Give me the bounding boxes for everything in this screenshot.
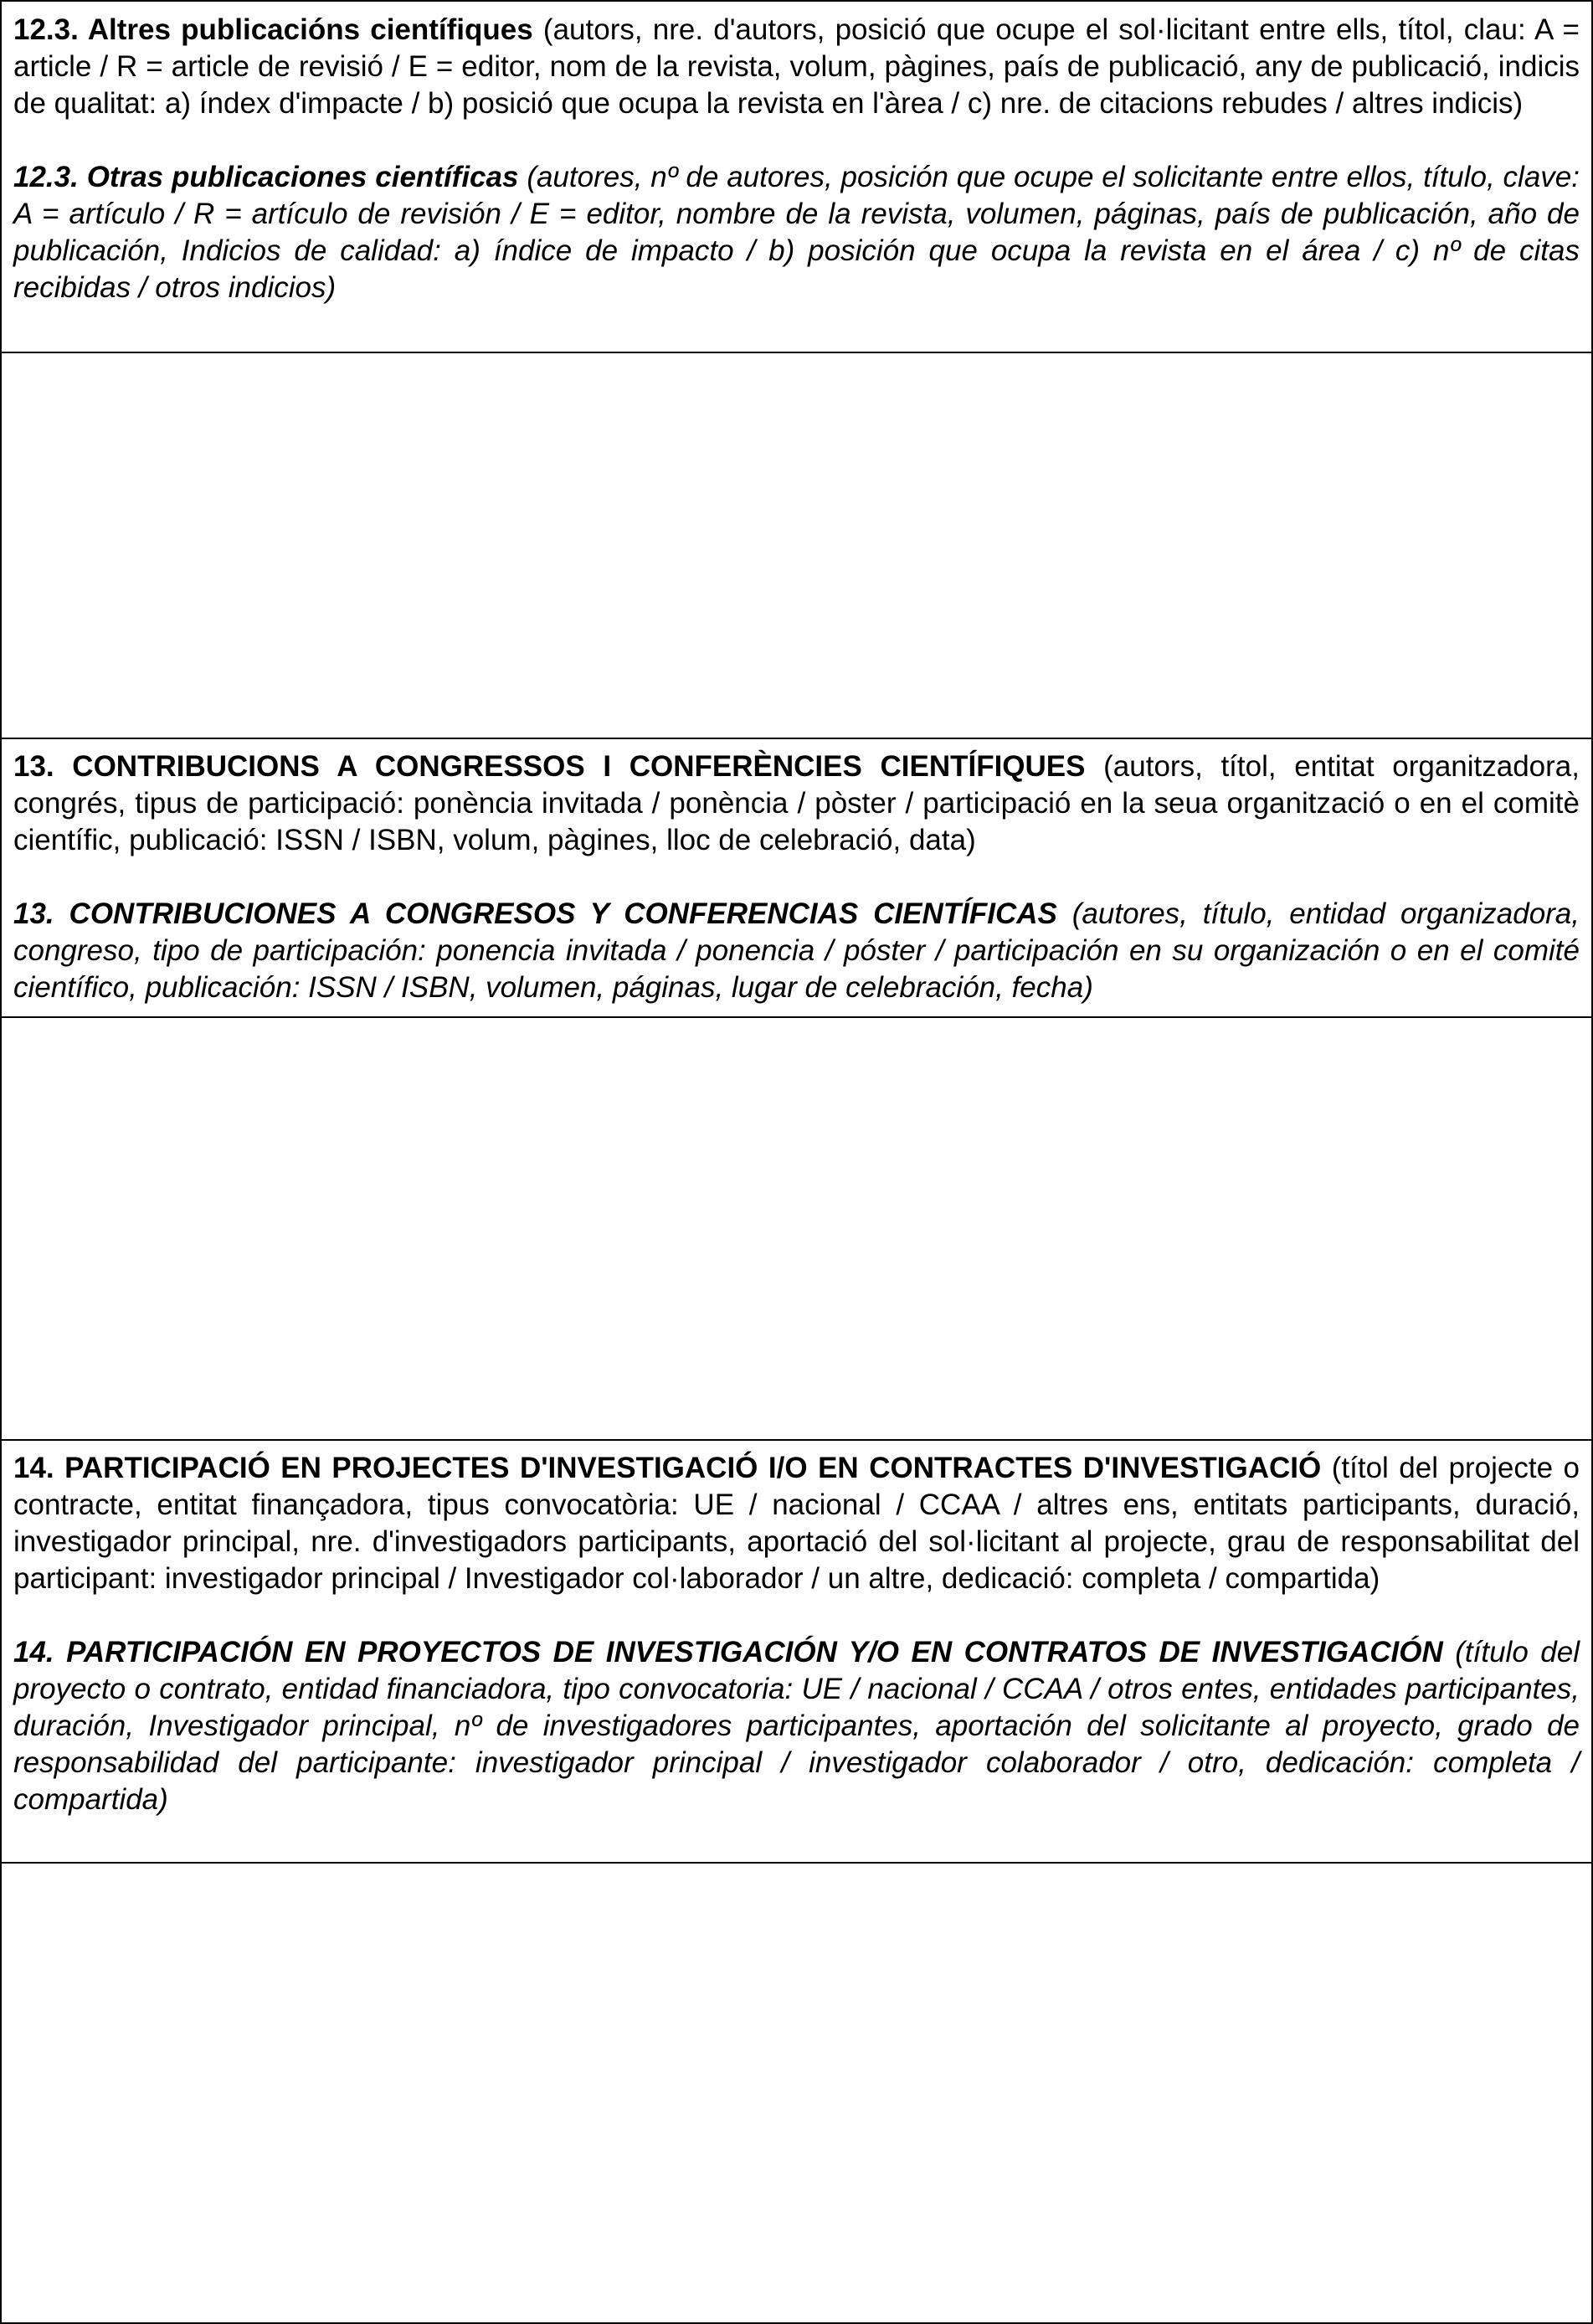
section-13-es-description: (autores, título, entidad organizadora, congreso, tipo de participación: ponencia invitada / ponencia / póster / participación en su organización o en el comité científico, publicación: ISSN / ISBN, volumen, páginas, lugar de celebración, fecha)	[13, 897, 1580, 1004]
section-13-ca-description: (autors, títol, entitat organitzadora, congrés, tipus de participació: ponència invitada / ponència / pòster / participació en la seua organització o en el comitè científic, publicació: ISSN / ISBN, volum, pàgines, lloc de celebració, data)	[13, 750, 1580, 856]
section-14-ca-paragraph	[13, 1450, 1580, 1597]
section-13-es-paragraph	[13, 896, 1580, 1006]
section-14-es-title: 14. PARTICIPACIÓN EN PROYECTOS DE INVESTIGACIÓN Y/O EN CONTRATOS DE INVESTIGACIÓN	[13, 1636, 1443, 1668]
section-13-answer-field[interactable]	[2, 1017, 1591, 1440]
section-12-3-ca-description: (autors, nre. d'autors, posició que ocupe el sol·licitant entre ells, títol, clau: A = article / R = article de revisió / E = editor, nom de la revista, volum, pàgines, país de publicació, any de publicació, indicis de qualitat: a) índex d'impacte / b) posició que ocupa la revista en l'àrea / c) nre. de citacions rebudes / altres indicis)	[13, 13, 1580, 120]
section-13-ca-paragraph	[13, 748, 1580, 859]
section-14-ca-title: 14. PARTICIPACIÓ EN PROJECTES D'INVESTIGACIÓ I/O EN CONTRACTES D'INVESTIGACIÓ	[13, 1452, 1322, 1484]
section-12-3-answer-field[interactable]	[2, 352, 1591, 738]
section-12-3-es-paragraph	[13, 159, 1580, 306]
section-14-answer-field[interactable]	[2, 1863, 1591, 2322]
section-14-es-description: (título del proyecto o contrato, entidad financiadora, tipo convocatoria: UE / nacional / CCAA / otros entes, entidades participantes, duración, Investigador principal, nº de investigadores participantes, aportación del solicitante al proyecto, grado de responsabilidad del participante: investigador principal / investigador colaborador / otro, dedicación: completa / compartida)	[13, 1636, 1580, 1816]
section-13-es-title: 13. CONTRIBUCIONES A CONGRESOS Y CONFERENCIAS CIENTÍFICAS	[13, 897, 1057, 930]
section-12-3-es-title: 12.3. Otras publicaciones científicas	[13, 161, 519, 193]
section-12-3-ca-title: 12.3. Altres publicacións científiques	[13, 13, 533, 46]
section-12-3-header	[2, 2, 1591, 352]
section-13-ca-title: 13. CONTRIBUCIONS A CONGRESSOS I CONFERÈNCIES CIENTÍFIQUES	[13, 750, 1086, 783]
section-12-3-ca-paragraph	[13, 12, 1580, 122]
section-14-es-paragraph	[13, 1634, 1580, 1818]
section-14-header	[2, 1440, 1591, 1863]
section-13-header	[2, 738, 1591, 1017]
section-14-ca-description: (títol del projecte o contracte, entitat finançadora, tipus convocatòria: UE / nacional / CCAA / altres ens, entitats participants, duració, investigador principal, nre. d'investigadors participants, aportació del sol·licitant al projecte, grau de responsabilitat del participant: investigador principal / Investigador col·laborador / un altre, dedicació: completa / compartida)	[13, 1452, 1580, 1595]
section-12-3-es-description: (autores, nº de autores, posición que ocupe el solicitante entre ellos, título, clave: A = artículo / R = artículo de revisión / E = editor, nombre de la revista, volumen, páginas, país de publicación, año de publicación, Indicios de calidad: a) índice de impacto / b) posición que ocupa la revista en el área / c) nº de citas recibidas / otros indicios)	[13, 161, 1580, 304]
